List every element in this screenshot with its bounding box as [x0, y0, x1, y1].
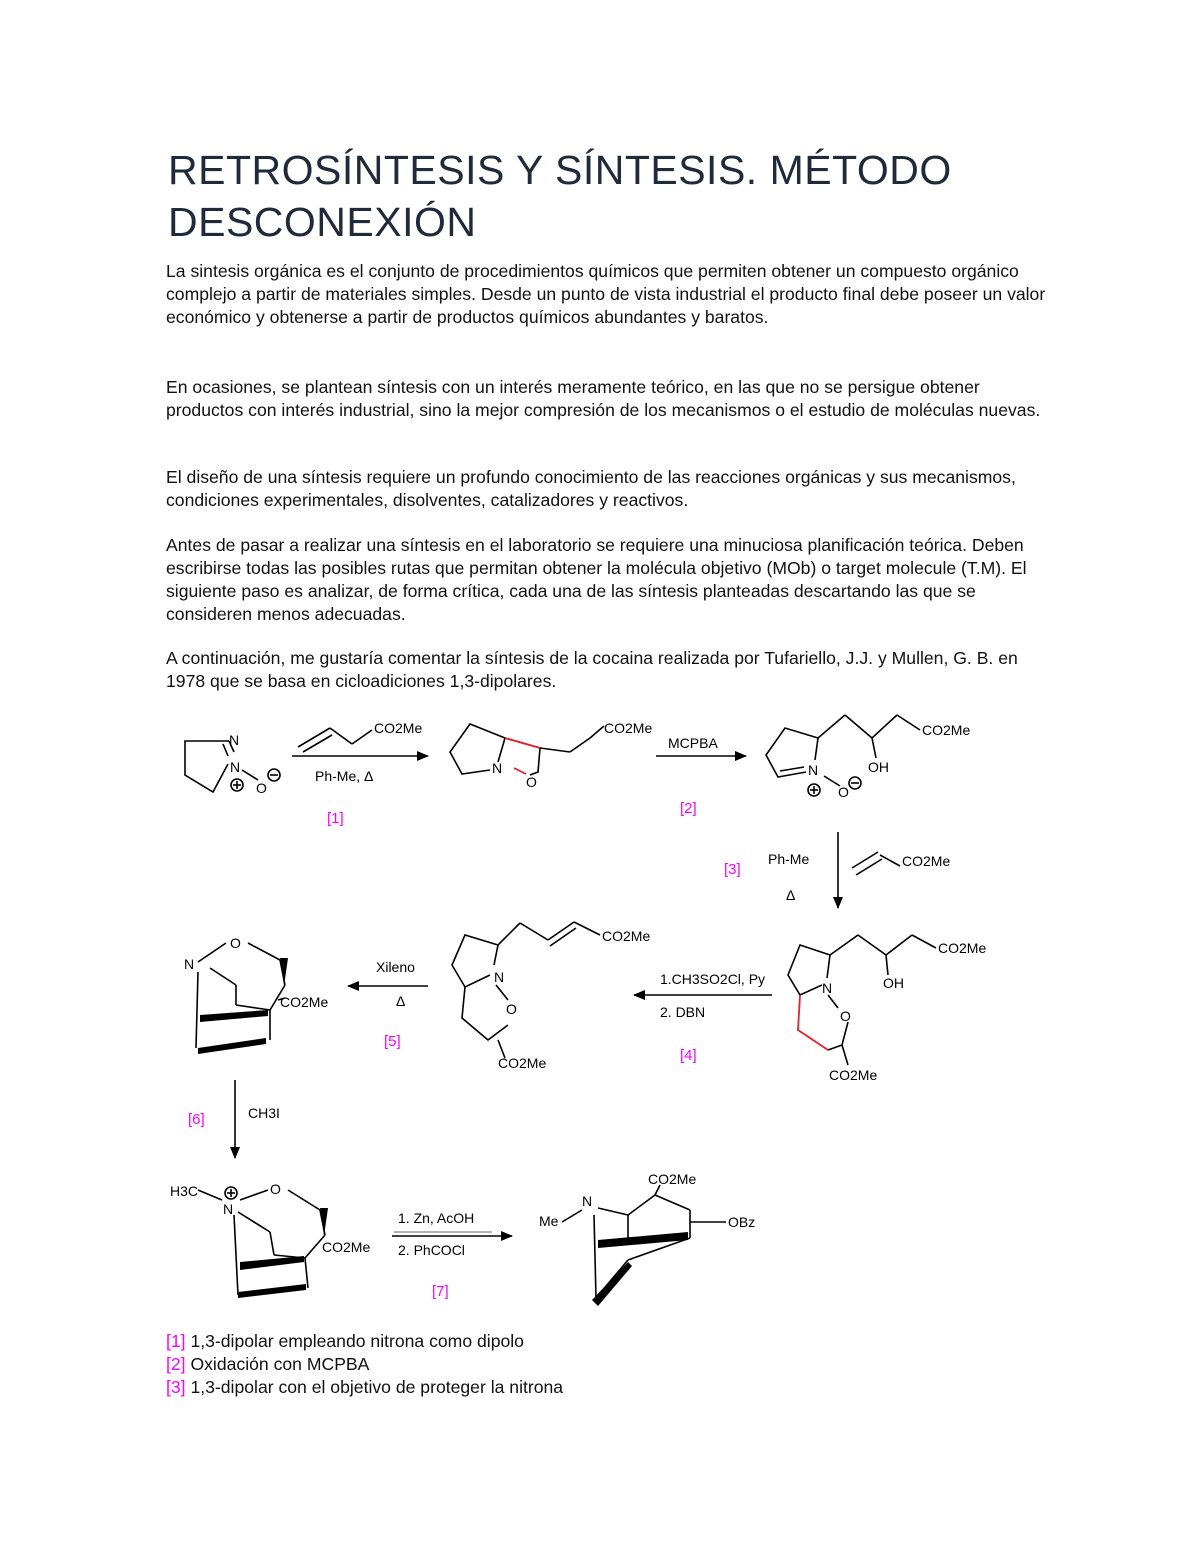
atom-oh: OH [883, 975, 904, 991]
paragraph-cocaine: A continuación, me gustaría comentar la síntesis de la cocaina realizada por Tufariello, J.J. y Mullen, G. B. en 1978 que se basa en cicloadiciones 1,3-dipolares. [166, 648, 1018, 691]
step-label-7: [7] [432, 1283, 449, 1300]
atom-co2me: CO2Me [322, 1239, 371, 1255]
page-title [168, 144, 1068, 248]
atom-n: N [230, 759, 241, 775]
reagent-text: 2. DBN [660, 1004, 706, 1020]
atom-h3c: H3C [170, 1183, 199, 1199]
step-notes [166, 1330, 1046, 1399]
atom-co2me: CO2Me [902, 853, 951, 869]
paragraph-design: El diseño de una síntesis requiere un profundo conocimiento de las reacciones orgánicas y sus mecanismos, condiciones experimentales, disolventes, catalizadores y reactivos. [166, 467, 1016, 510]
note-ref: [3] [166, 1377, 186, 1397]
atom-oh: OH [868, 759, 889, 775]
atom-obz: OBz [728, 1214, 756, 1230]
note-text: 1,3-dipolar con el objetivo de proteger la nitrona [185, 1377, 564, 1397]
atom-n: N [808, 762, 819, 778]
atom-o-minus: O [838, 784, 849, 800]
paragraph-theory: En ocasiones, se plantean síntesis con un interés meramente teórico, en las que no se persigue obtener productos con interés industrial, sino la mejor compresión de los mecanismos o el estudio de moléculas nuevas. [166, 377, 1041, 420]
wedge-bond [320, 1208, 328, 1236]
atom-n: N [223, 1201, 234, 1217]
molecule-tricyclic-adduct [788, 935, 936, 1065]
reagent-text: Ph-Me [768, 851, 810, 867]
atom-o: O [230, 935, 241, 951]
atom-o: O [840, 1008, 851, 1024]
molecule-n-methyl-salt [198, 1187, 325, 1295]
reagent-text: Δ [786, 887, 796, 903]
reagent-text: Xileno [376, 959, 415, 975]
atom-n: N [494, 969, 505, 985]
wedge-bond [240, 1256, 304, 1270]
reagent-text: Ph-Me, Δ [315, 768, 374, 784]
molecule-unsaturated-ester [452, 922, 600, 1058]
note-ref: [2] [166, 1354, 186, 1374]
reagent-text: MCPBA [668, 735, 718, 751]
molecule-isoxazolidine [450, 724, 604, 775]
wedge-bond [238, 1284, 306, 1298]
note-text: Oxidación con MCPBA [185, 1354, 370, 1374]
step-label-5: [5] [384, 1033, 401, 1050]
atom-co2me: CO2Me [604, 720, 653, 736]
atom-co2me: CO2Me [938, 940, 987, 956]
title-line-2: DESCONEXIÓN [168, 199, 477, 245]
wedge-bond [598, 1232, 688, 1248]
reaction-scheme [0, 700, 1200, 1330]
atom-o: O [270, 1181, 281, 1197]
atom-co2me: CO2Me [648, 1171, 697, 1187]
wedge-bond [592, 1262, 632, 1306]
note-item [166, 1330, 1046, 1353]
note-item [166, 1353, 1046, 1376]
atom-co2me: CO2Me [829, 1067, 878, 1083]
atom-n: N [582, 1193, 593, 1209]
note-text: 1,3-dipolar empleando nitrona como dipolo [185, 1331, 524, 1351]
step-label-3: [3] [724, 861, 741, 878]
note-item [166, 1376, 1046, 1399]
step-label-2: [2] [680, 800, 697, 817]
reagent-text: Δ [396, 993, 406, 1009]
step-label-1: [1] [327, 810, 344, 827]
atom-n: N [492, 760, 503, 776]
atom-co2me: CO2Me [602, 928, 651, 944]
wedge-bond [200, 1010, 268, 1022]
atom-me: Me [539, 1213, 559, 1229]
step-label-4: [4] [680, 1047, 697, 1064]
atom-o-minus: O [256, 780, 267, 796]
note-ref: [1] [166, 1331, 186, 1351]
new-bond [514, 768, 526, 774]
step-label-6: [6] [188, 1111, 205, 1128]
reagent-text: CH3I [248, 1105, 280, 1121]
reagent-text: 1.CH3SO2Cl, Py [660, 971, 766, 987]
reagent-text: 2. PhCOCl [398, 1242, 465, 1258]
wedge-bond [280, 958, 288, 986]
atom-co2me: CO2Me [498, 1055, 547, 1071]
title-line-1: RETROSÍNTESIS Y SÍNTESIS. MÉTODO [168, 147, 952, 193]
paragraph-intro: La sintesis orgánica es el conjunto de procedimientos químicos que permiten obtener un compuesto orgánico complejo a partir de materiales simples. Desde un punto de vista industrial el producto final debe poseer un valor económico y obtenerse a partir de productos químicos abundantes y baratos. [166, 261, 1046, 327]
reagent-text: 1. Zn, AcOH [398, 1210, 475, 1226]
atom-n: N [229, 732, 240, 748]
atom-co2me: CO2Me [374, 720, 423, 736]
atom-n: N [184, 956, 195, 972]
atom-co2me: CO2Me [280, 994, 329, 1010]
atom-o: O [506, 1001, 517, 1017]
wedge-bond [198, 1038, 266, 1054]
atom-co2me: CO2Me [922, 722, 971, 738]
atom-n: N [822, 980, 833, 996]
molecule-bridged-isoxazolidine [196, 943, 285, 1048]
reagent-butenoate-structure [298, 728, 372, 752]
reagent-acrylate-structure [852, 852, 900, 875]
atom-o: O [526, 774, 537, 790]
new-bond [505, 738, 540, 748]
new-bond [798, 995, 828, 1050]
paragraph-planning: Antes de pasar a realizar una síntesis en el laboratorio se requiere una minuciosa planificación teórica. Deben escribirse todas las posibles rutas que permitan obtener la molécula objetivo (MOb) o target molecule (T.M). El siguiente paso es analizar, de forma crítica, cada una de las síntesis planteadas descartando las que se consideren menos adecuadas. [166, 535, 1027, 624]
